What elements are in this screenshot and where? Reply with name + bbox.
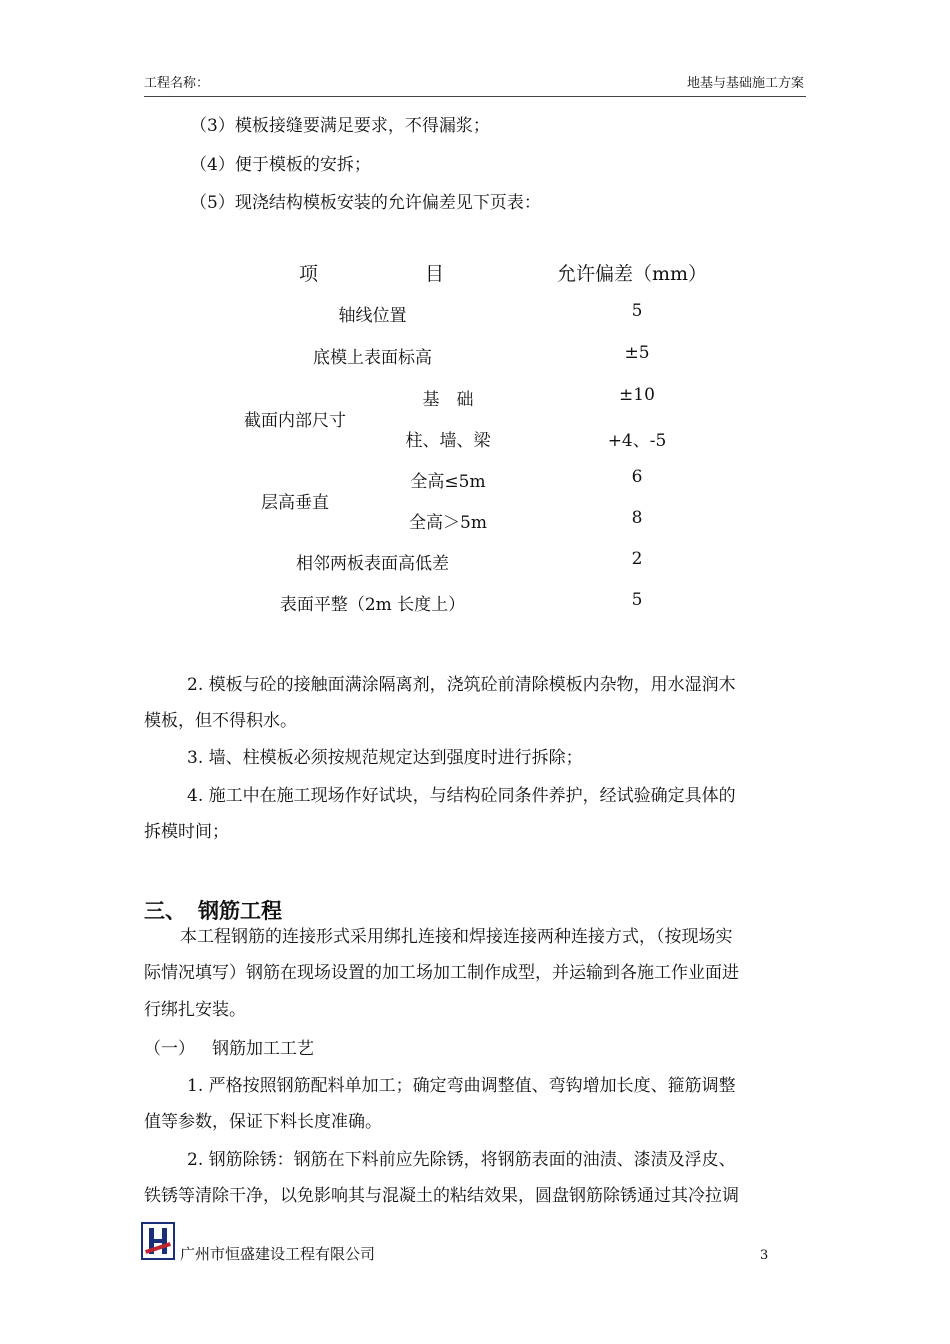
header-document-title: 地基与基础施工方案	[686, 76, 804, 91]
table-head-tolerance: 允许偏差（mm）	[557, 263, 708, 285]
section-3-number: 三、	[144, 899, 186, 923]
page-number: 3	[760, 1248, 769, 1263]
section-3-intro-line-1: 本工程钢筋的连接形式采用绑扎连接和焊接连接两种连接方式，（按现场实	[180, 927, 733, 947]
intro-item-5: （5）现浇结构模板安装的允许偏差见下页表：	[190, 193, 541, 213]
company-logo-icon	[141, 1222, 175, 1260]
row-vertical-sub-high: 全高＞5m	[409, 513, 487, 533]
row-axis-label: 轴线位置	[338, 306, 407, 326]
rebar-item-2-line-2: 铁锈等清除干净，以免影响其与混凝土的粘结效果，圆盘钢筋除锈通过其冷拉调	[144, 1186, 739, 1206]
paragraph-3: 3. 墙、柱模板必须按规范规定达到强度时进行拆除；	[187, 748, 583, 768]
section-3-title: 钢筋工程	[198, 899, 282, 923]
section-3-intro-line-2: 际情况填写）钢筋在现场设置的加工场加工制作成型，并运输到各施工作业面进	[144, 963, 739, 983]
row-adjacent-value: 2	[631, 549, 643, 569]
row-vertical-label: 层高垂直	[261, 493, 329, 513]
row-section-label: 截面内部尺寸	[244, 411, 346, 431]
table-head-item-1: 项	[299, 263, 319, 285]
subsection-1-number: （一）	[144, 1039, 195, 1059]
row-adjacent-label: 相邻两板表面高低差	[296, 554, 449, 574]
table-head-item-2: 目	[425, 263, 445, 285]
paragraph-4-line-2: 拆模时间；	[144, 822, 229, 842]
intro-item-3: （3）模板接缝要满足要求，不得漏浆；	[190, 116, 490, 136]
header-project-name: 工程名称：	[144, 76, 210, 91]
section-3-intro-line-3: 行绑扎安装。	[144, 1000, 246, 1020]
rebar-item-2-line-1: 2. 钢筋除锈：钢筋在下料前应先除锈，将钢筋表面的油渍、漆渍及浮皮、	[187, 1150, 736, 1170]
intro-item-4: （4）便于模板的安拆；	[190, 155, 371, 175]
row-bottom-value: ±5	[624, 343, 650, 363]
paragraph-2-line-2: 模板，但不得积水。	[144, 711, 297, 731]
subsection-1-title: 钢筋加工工艺	[212, 1039, 314, 1059]
row-flatness-value: 5	[631, 590, 643, 610]
header-divider	[144, 96, 806, 97]
row-axis-value: 5	[631, 301, 643, 321]
row-bottom-label: 底模上表面标高	[313, 348, 432, 368]
rebar-item-1-line-1: 1. 严格按照钢筋配料单加工；确定弯曲调整值、弯钩增加长度、箍筋调整	[187, 1076, 736, 1096]
row-section-sub-column: 柱、墙、梁	[405, 431, 491, 451]
row-section-value-column: +4、-5	[607, 431, 667, 451]
paragraph-4-line-1: 4. 施工中在施工现场作好试块，与结构砼同条件养护，经试验确定具体的	[187, 786, 736, 806]
rebar-item-1-line-2: 值等参数，保证下料长度准确。	[144, 1112, 382, 1132]
row-vertical-sub-low: 全高≤5m	[410, 472, 486, 492]
row-section-sub-foundation: 基 础	[422, 390, 474, 410]
footer-company-name: 广州市恒盛建设工程有限公司	[180, 1245, 376, 1263]
row-flatness-label: 表面平整（2m 长度上）	[279, 595, 466, 615]
paragraph-2-line-1: 2. 模板与砼的接触面满涂隔离剂，浇筑砼前清除模板内杂物，用水湿润木	[187, 675, 736, 695]
row-vertical-value-high: 8	[631, 508, 643, 528]
row-vertical-value-low: 6	[631, 467, 643, 487]
row-section-value-foundation: ±10	[619, 385, 655, 405]
